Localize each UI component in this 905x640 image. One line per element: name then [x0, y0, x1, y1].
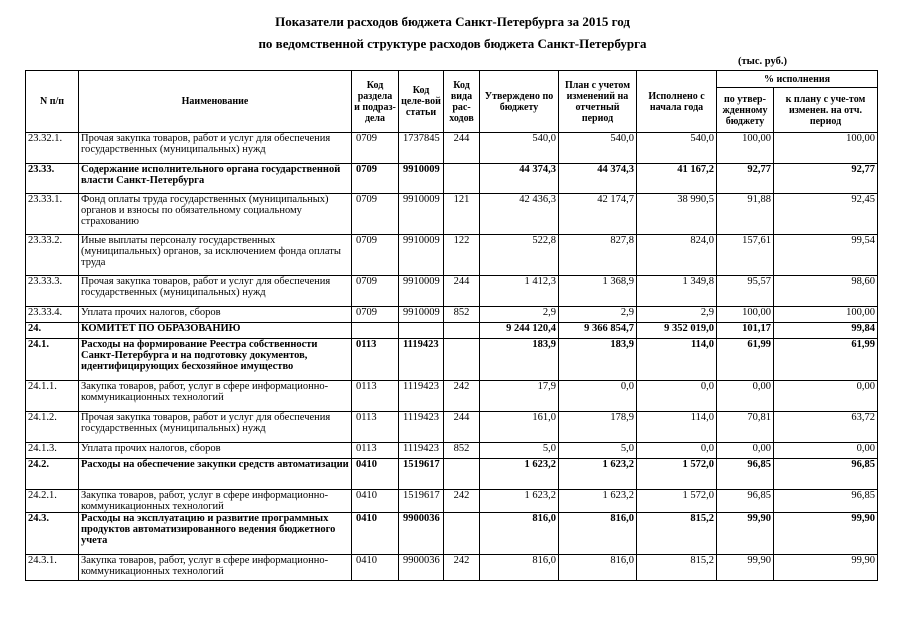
row-section-code: 0113 [352, 443, 399, 459]
row-number: 24.2.1. [26, 490, 79, 513]
row-executed: 41 167,2 [637, 164, 717, 194]
row-pct-plan: 63,72 [774, 412, 878, 443]
row-pct-plan: 92,77 [774, 164, 878, 194]
table-row [26, 194, 878, 235]
row-pct-plan: 92,45 [774, 194, 878, 235]
row-number: 23.33.4. [26, 307, 79, 323]
row-approved: 9 244 120,4 [480, 323, 559, 339]
table-row [26, 412, 878, 443]
row-type-code [444, 323, 480, 339]
row-executed: 815,2 [637, 513, 717, 555]
row-pct-approved: 99,90 [717, 513, 774, 555]
row-plan: 1 368,9 [559, 276, 637, 307]
row-executed: 540,0 [637, 133, 717, 164]
row-number: 24. [26, 323, 79, 339]
row-type-code: 121 [444, 194, 480, 235]
row-pct-approved: 70,81 [717, 412, 774, 443]
header-target: Код целе-вой статьи [399, 71, 444, 133]
row-type-code [444, 513, 480, 555]
row-name: Прочая закупка товаров, работ и услуг для обеспечения государственных (муниципальных) нужд [79, 412, 352, 443]
table-row [26, 490, 878, 513]
row-number: 24.3.1. [26, 555, 79, 581]
row-pct-plan: 99,84 [774, 323, 878, 339]
row-section-code: 0709 [352, 307, 399, 323]
row-pct-plan: 0,00 [774, 443, 878, 459]
row-section-code: 0709 [352, 133, 399, 164]
row-approved: 816,0 [480, 555, 559, 581]
header-plan: План с учетом изменений на отчетный период [559, 71, 637, 133]
row-target-code: 9900036 [399, 513, 444, 555]
row-target-code: 1119423 [399, 381, 444, 412]
table-row [26, 381, 878, 412]
row-plan: 5,0 [559, 443, 637, 459]
table-row [26, 513, 878, 555]
row-number: 23.33.1. [26, 194, 79, 235]
budget-table [25, 70, 878, 581]
row-target-code: 9910009 [399, 276, 444, 307]
row-pct-approved: 157,61 [717, 235, 774, 276]
row-approved: 1 412,3 [480, 276, 559, 307]
row-approved: 42 436,3 [480, 194, 559, 235]
row-plan: 816,0 [559, 555, 637, 581]
row-plan: 9 366 854,7 [559, 323, 637, 339]
row-name: КОМИТЕТ ПО ОБРАЗОВАНИЮ [79, 323, 352, 339]
row-target-code: 1519617 [399, 490, 444, 513]
row-executed: 824,0 [637, 235, 717, 276]
row-pct-plan: 99,90 [774, 513, 878, 555]
row-pct-plan: 0,00 [774, 381, 878, 412]
row-section-code [352, 323, 399, 339]
header-executed: Исполнено с начала года [637, 71, 717, 133]
row-type-code: 852 [444, 443, 480, 459]
row-type-code: 242 [444, 381, 480, 412]
row-number: 23.32.1. [26, 133, 79, 164]
row-pct-plan: 96,85 [774, 459, 878, 490]
row-number: 24.1.3. [26, 443, 79, 459]
row-name: Фонд оплаты труда государственных (муниципальных) органов и взносы по обязательному социальному страхованию [79, 194, 352, 235]
row-type-code: 244 [444, 133, 480, 164]
row-target-code: 1119423 [399, 443, 444, 459]
row-approved: 2,9 [480, 307, 559, 323]
row-approved: 183,9 [480, 339, 559, 381]
row-executed: 114,0 [637, 339, 717, 381]
row-approved: 44 374,3 [480, 164, 559, 194]
row-plan: 540,0 [559, 133, 637, 164]
row-approved: 816,0 [480, 513, 559, 555]
row-plan: 827,8 [559, 235, 637, 276]
row-type-code: 122 [444, 235, 480, 276]
row-number: 24.1.2. [26, 412, 79, 443]
row-number: 24.2. [26, 459, 79, 490]
units-label: (тыс. руб.) [738, 56, 787, 67]
row-name: Уплата прочих налогов, сборов [79, 443, 352, 459]
row-number: 23.33.2. [26, 235, 79, 276]
row-section-code: 0113 [352, 339, 399, 381]
row-number: 24.1. [26, 339, 79, 381]
row-target-code: 9910009 [399, 235, 444, 276]
header-percent-group: % исполнения [717, 71, 878, 88]
row-approved: 5,0 [480, 443, 559, 459]
row-executed: 0,0 [637, 381, 717, 412]
row-executed: 9 352 019,0 [637, 323, 717, 339]
header-section: Код раздела и подраз-дела [352, 71, 399, 133]
row-section-code: 0113 [352, 412, 399, 443]
row-plan: 42 174,7 [559, 194, 637, 235]
table-row [26, 339, 878, 381]
row-number: 23.33.3. [26, 276, 79, 307]
header-num: N п/п [26, 71, 79, 133]
row-target-code [399, 323, 444, 339]
row-approved: 17,9 [480, 381, 559, 412]
table-row [26, 459, 878, 490]
table-row [26, 235, 878, 276]
row-type-code [444, 339, 480, 381]
row-plan: 0,0 [559, 381, 637, 412]
table-row [26, 323, 878, 339]
row-section-code: 0709 [352, 276, 399, 307]
table-row [26, 443, 878, 459]
row-type-code [444, 164, 480, 194]
row-plan: 183,9 [559, 339, 637, 381]
row-pct-approved: 0,00 [717, 443, 774, 459]
row-executed: 38 990,5 [637, 194, 717, 235]
row-name: Закупка товаров, работ, услуг в сфере информационно-коммуникационных технологий [79, 381, 352, 412]
row-type-code: 852 [444, 307, 480, 323]
row-approved: 1 623,2 [480, 459, 559, 490]
table-row [26, 276, 878, 307]
page-subtitle: по ведомственной структуре расходов бюджета Санкт-Петербурга [258, 36, 647, 51]
row-type-code: 242 [444, 490, 480, 513]
row-executed: 815,2 [637, 555, 717, 581]
row-target-code: 1119423 [399, 412, 444, 443]
row-name: Закупка товаров, работ, услуг в сфере информационно-коммуникационных технологий [79, 555, 352, 581]
row-executed: 2,9 [637, 307, 717, 323]
row-approved: 522,8 [480, 235, 559, 276]
row-pct-approved: 99,90 [717, 555, 774, 581]
row-name: Прочая закупка товаров, работ и услуг для обеспечения государственных (муниципальных) нужд [79, 276, 352, 307]
row-type-code: 244 [444, 412, 480, 443]
row-approved: 1 623,2 [480, 490, 559, 513]
row-type-code: 244 [444, 276, 480, 307]
row-number: 23.33. [26, 164, 79, 194]
row-target-code: 9910009 [399, 164, 444, 194]
row-section-code: 0410 [352, 459, 399, 490]
table-row [26, 133, 878, 164]
row-approved: 161,0 [480, 412, 559, 443]
row-name: Расходы на эксплуатацию и развитие программных продуктов автоматизированного ведения бюджетного учета [79, 513, 352, 555]
row-type-code [444, 459, 480, 490]
row-name: Закупка товаров, работ, услуг в сфере информационно-коммуникационных технологий [79, 490, 352, 513]
row-pct-approved: 100,00 [717, 307, 774, 323]
table-row [26, 164, 878, 194]
row-executed: 1 572,0 [637, 490, 717, 513]
row-section-code: 0410 [352, 490, 399, 513]
row-pct-approved: 96,85 [717, 490, 774, 513]
header-type: Код вида рас-ходов [444, 71, 480, 133]
row-name: Уплата прочих налогов, сборов [79, 307, 352, 323]
row-type-code: 242 [444, 555, 480, 581]
row-pct-approved: 100,00 [717, 133, 774, 164]
row-pct-approved: 95,57 [717, 276, 774, 307]
row-approved: 540,0 [480, 133, 559, 164]
row-pct-plan: 100,00 [774, 307, 878, 323]
row-pct-approved: 91,88 [717, 194, 774, 235]
row-plan: 1 623,2 [559, 459, 637, 490]
row-pct-plan: 98,60 [774, 276, 878, 307]
row-plan: 2,9 [559, 307, 637, 323]
row-pct-plan: 99,90 [774, 555, 878, 581]
row-name: Расходы на обеспечение закупки средств автоматизации [79, 459, 352, 490]
page-title: Показатели расходов бюджета Санкт-Петербурга за 2015 год [275, 14, 630, 29]
header-name: Наименование [79, 71, 352, 133]
row-pct-approved: 61,99 [717, 339, 774, 381]
row-pct-plan: 96,85 [774, 490, 878, 513]
row-executed: 114,0 [637, 412, 717, 443]
table-row [26, 555, 878, 581]
row-pct-plan: 100,00 [774, 133, 878, 164]
table-body [26, 133, 878, 581]
row-target-code: 1119423 [399, 339, 444, 381]
header-approved: Утверждено по бюджету [480, 71, 559, 133]
row-executed: 1 349,8 [637, 276, 717, 307]
row-plan: 44 374,3 [559, 164, 637, 194]
row-pct-plan: 61,99 [774, 339, 878, 381]
row-target-code: 9900036 [399, 555, 444, 581]
table-row [26, 307, 878, 323]
row-plan: 816,0 [559, 513, 637, 555]
row-target-code: 1737845 [399, 133, 444, 164]
row-target-code: 1519617 [399, 459, 444, 490]
row-pct-plan: 99,54 [774, 235, 878, 276]
row-target-code: 9910009 [399, 194, 444, 235]
row-name: Расходы на формирование Реестра собственности Санкт-Петербурга и на подготовку документов, идентифицирующих бесхозяйное имущество [79, 339, 352, 381]
row-section-code: 0410 [352, 513, 399, 555]
row-name: Прочая закупка товаров, работ и услуг для обеспечения государственных (муниципальных) нужд [79, 133, 352, 164]
row-pct-approved: 0,00 [717, 381, 774, 412]
row-target-code: 9910009 [399, 307, 444, 323]
row-executed: 1 572,0 [637, 459, 717, 490]
row-plan: 1 623,2 [559, 490, 637, 513]
row-pct-approved: 96,85 [717, 459, 774, 490]
row-pct-approved: 92,77 [717, 164, 774, 194]
row-plan: 178,9 [559, 412, 637, 443]
row-pct-approved: 101,17 [717, 323, 774, 339]
row-section-code: 0410 [352, 555, 399, 581]
row-name: Содержание исполнительного органа государственной власти Санкт-Петербурга [79, 164, 352, 194]
row-section-code: 0709 [352, 164, 399, 194]
row-name: Иные выплаты персоналу государственных (муниципальных) органов, за исключением фонда оплаты труда [79, 235, 352, 276]
row-section-code: 0709 [352, 194, 399, 235]
row-section-code: 0709 [352, 235, 399, 276]
row-section-code: 0113 [352, 381, 399, 412]
header-pct-approved: по утвер-жденному бюджету [717, 88, 774, 133]
header-pct-plan: к плану с уче-том изменен. на отч. период [774, 88, 878, 133]
row-number: 24.1.1. [26, 381, 79, 412]
row-executed: 0,0 [637, 443, 717, 459]
row-number: 24.3. [26, 513, 79, 555]
